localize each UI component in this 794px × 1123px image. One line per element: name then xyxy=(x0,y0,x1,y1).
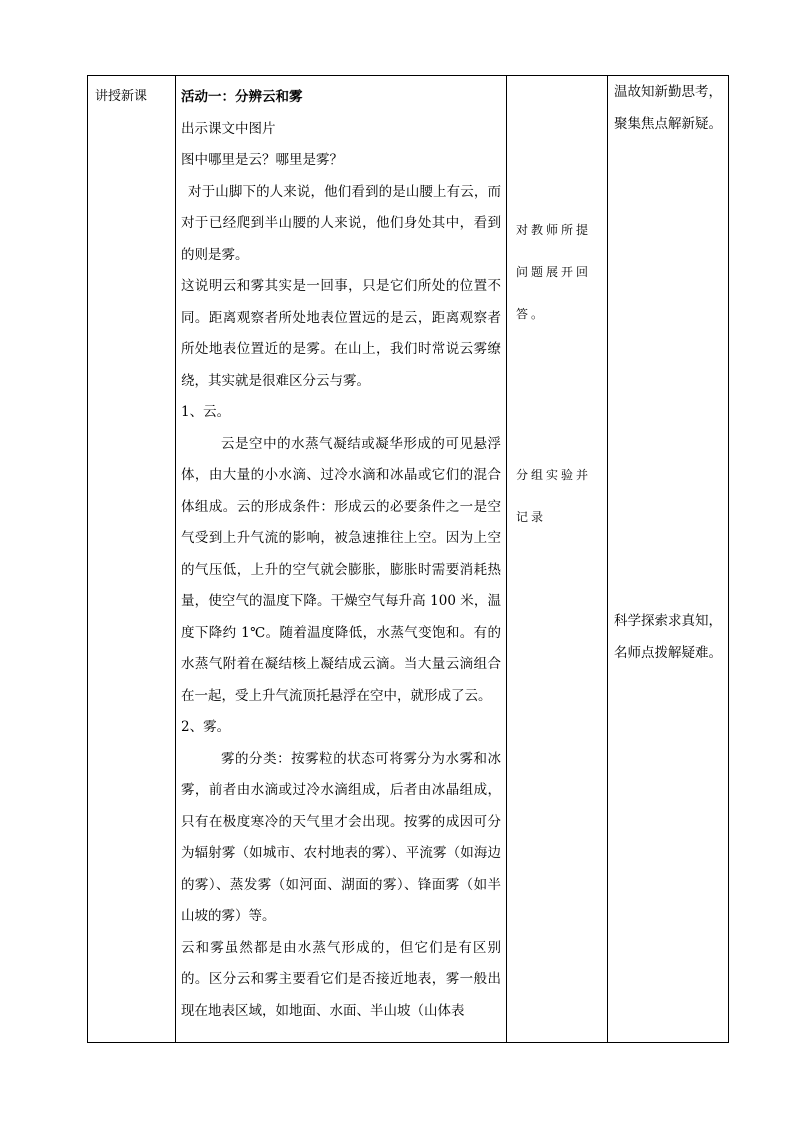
stage-cell xyxy=(88,76,176,1043)
content-line: 出示课文中图片 xyxy=(181,120,276,137)
content-line: 图中哪里是云？哪里是雾？ xyxy=(181,152,343,168)
activity-title: 活动一：分辨云和雾 xyxy=(181,89,303,105)
content-paragraph: 这说明云和雾其实是一回事，只是它们所处的位置不同。距离观察者所处地表位置远的是云，距离观察者所处地表位置近的是雾。在山上，我们时常说云雾缭绕，其实就是很难区分云与雾。 xyxy=(181,278,501,389)
design-intent-cell xyxy=(608,76,729,1043)
student-activity-1: 对教师所提问题展开回答。 xyxy=(516,223,592,321)
stage-label: 讲授新课 xyxy=(95,89,148,104)
content-paragraph: 云是空中的水蒸气凝结或凝华形成的可见悬浮体，由大量的小水滴、过冷水滴和冰晶或它们的混合体组成。云的形成条件：形成云的必要条件之一是空气受到上升气流的影响，被急速推往上空。因为上空的气压低，上升的空气就会膨胀，膨胀时需要消耗热量，使空气的温度下降。干燥空气每升高 100 米，温度下降约 1℃。随着温度降低，水蒸气变饱和。有的水蒸气附着在凝结核上凝结成云滴。当大量云滴组合在一起，受上升气流顶托悬浮在空中，就形成了云。 xyxy=(181,435,501,704)
lesson-plan-table xyxy=(87,75,729,1043)
table-row xyxy=(88,76,729,1043)
teacher-content-cell xyxy=(176,76,507,1043)
design-intent-2: 科学探索求真知，名师点拨解疑难。 xyxy=(614,613,722,661)
content-paragraph: 雾的分类：按雾粒的状态可将雾分为水雾和冰雾，前者由水滴或过冷水滴组成，后者由冰晶组成，只有在极度寒冷的天气里才会出现。按雾的成因可分为辐射雾（如城市、农村地表的雾）、平流雾（如海边的雾）、蒸发雾（如河面、湖面的雾）、锋面雾（如半山坡的雾）等。 xyxy=(181,750,501,924)
section-heading-fog: 2、雾。 xyxy=(181,719,231,735)
content-paragraph: 云和雾虽然都是由水蒸气形成的，但它们是有区别的。区分云和雾主要看它们是否接近地表，雾一般出现在地表区域，如地面、水面、半山坡（山体表 xyxy=(181,939,501,1019)
student-activity-cell xyxy=(507,76,608,1043)
student-activity-2: 分组实验并记录 xyxy=(516,468,592,524)
section-heading-cloud: 1、云。 xyxy=(181,404,231,420)
content-paragraph: 对于山脚下的人来说，他们看到的是山腰上有云，而对于已经爬到半山腰的人来说，他们身处其中，看到的则是雾。 xyxy=(181,183,501,263)
design-intent-1: 温故知新勤思考，聚集焦点解新疑。 xyxy=(614,84,722,132)
